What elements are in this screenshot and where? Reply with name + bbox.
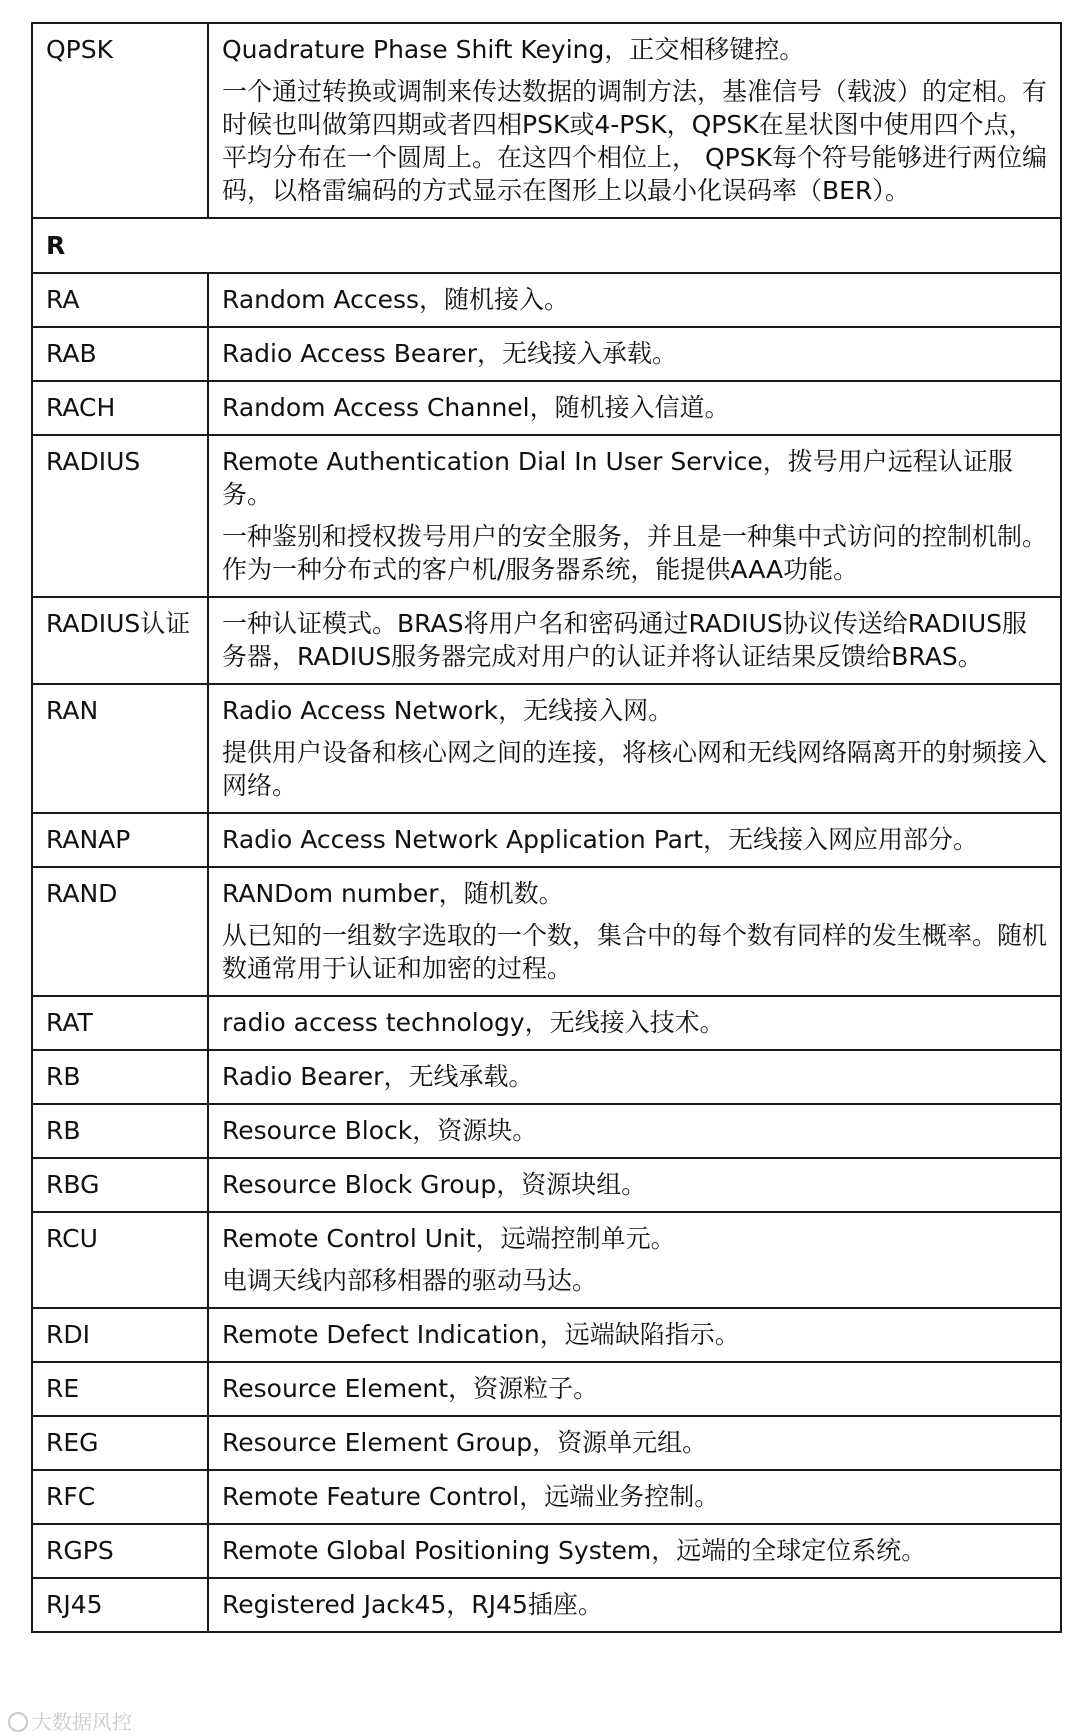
section-row [32,218,1061,273]
definition-cell [208,435,1061,597]
definition-cell [208,1524,1061,1578]
term-cell: RBG [32,1158,208,1212]
term-cell: RB [32,1104,208,1158]
glossary-table [31,22,1062,1633]
term-cell: RANAP [32,813,208,867]
definition-cell [208,1158,1061,1212]
definition-text: Remote Defect Indication，远端缺陷指示。 [222,1320,740,1349]
term-cell: REG [32,1416,208,1470]
definition-cell [208,684,1061,813]
definition-text: Radio Access Network，无线接入网。 [222,696,674,725]
term-cell: RDI [32,1308,208,1362]
watermark-text: 大数据风控 [32,1710,132,1734]
definition-text: 电调天线内部移相器的驱动马达。 [222,1266,598,1295]
definition-text: 提供用户设备和核心网之间的连接，将核心网和无线网络隔离开的射频接入网络。 [222,738,1048,800]
term-cell: RAB [32,327,208,381]
definition-cell [208,597,1061,684]
definition-cell [208,1362,1061,1416]
definition-text: Remote Authentication Dial In User Service，拨号用户远程认证服务。 [222,447,1013,509]
definition-text: Quadrature Phase Shift Keying，正交相移键控。 [222,35,805,64]
table-row [32,23,1061,218]
definition-cell [208,273,1061,327]
table-row [32,327,1061,381]
definition-text: Random Access，随机接入。 [222,285,570,314]
term-cell: RCU [32,1212,208,1308]
term-cell: RADIUS [32,435,208,597]
definition-text: Remote Control Unit，远端控制单元。 [222,1224,676,1253]
definition-text: 一种鉴别和授权拨号用户的安全服务，并且是一种集中式访问的控制机制。作为一种分布式的客户机/服务器系统，能提供AAA功能。 [222,522,1048,584]
table-row [32,273,1061,327]
table-row [32,597,1061,684]
definition-text: Registered Jack45，RJ45插座。 [222,1590,603,1619]
definition-text: Resource Element Group，资源单元组。 [222,1428,708,1457]
table-row [32,1308,1061,1362]
definition-text: Resource Element，资源粒子。 [222,1374,599,1403]
definition-text: Radio Access Network Application Part，无线接入网应用部分。 [222,825,979,854]
definition-cell [208,381,1061,435]
definition-cell [208,1578,1061,1632]
definition-text: 从已知的一组数字选取的一个数，集合中的每个数有同样的发生概率。随机数通常用于认证和加密的过程。 [222,921,1048,983]
term-cell: RFC [32,1470,208,1524]
table-row [32,1104,1061,1158]
definition-cell [208,996,1061,1050]
definition-cell [208,1470,1061,1524]
term-cell: RAN [32,684,208,813]
watermark-logo-icon [8,1712,28,1732]
table-row [32,867,1061,996]
definition-cell [208,1416,1061,1470]
table-row [32,1416,1061,1470]
definition-text: RANDom number，随机数。 [222,879,564,908]
section-heading: R [32,218,1061,273]
definition-cell [208,867,1061,996]
definition-cell [208,1104,1061,1158]
table-row [32,435,1061,597]
watermark [8,1710,132,1734]
definition-text: radio access technology，无线接入技术。 [222,1008,725,1037]
term-cell: RACH [32,381,208,435]
definition-cell [208,1212,1061,1308]
term-cell: RA [32,273,208,327]
table-row [32,1524,1061,1578]
definition-text: 一个通过转换或调制来传达数据的调制方法，基准信号（载波）的定相。有时候也叫做第四期或者四相PSK或4-PSK，QPSK在星状图中使用四个点，平均分布在一个圆周上。在这四个相位上， QPSK每个符号能够进行两位编码，以格雷编码的方式显示在图形上以最小化误码率（BER）。 [222,77,1048,205]
table-row [32,813,1061,867]
term-cell: RB [32,1050,208,1104]
table-row [32,1158,1061,1212]
definition-text: Resource Block Group，资源块组。 [222,1170,647,1199]
term-cell: RJ45 [32,1578,208,1632]
table-row [32,1212,1061,1308]
term-cell: RE [32,1362,208,1416]
definition-text: Resource Block，资源块。 [222,1116,538,1145]
definition-text: Radio Access Bearer，无线接入承载。 [222,339,677,368]
table-row [32,1470,1061,1524]
definition-text: Random Access Channel，随机接入信道。 [222,393,730,422]
definition-cell [208,1308,1061,1362]
definition-cell [208,1050,1061,1104]
table-row [32,1578,1061,1632]
definition-cell [208,813,1061,867]
term-cell: RGPS [32,1524,208,1578]
definition-cell [208,327,1061,381]
definition-text: Radio Bearer，无线承载。 [222,1062,534,1091]
term-cell: RAT [32,996,208,1050]
term-cell: RADIUS认证 [32,597,208,684]
table-row [32,381,1061,435]
glossary-body [32,23,1061,1632]
term-cell: QPSK [32,23,208,218]
definition-text: Remote Feature Control，远端业务控制。 [222,1482,720,1511]
definition-text: 一种认证模式。BRAS将用户名和密码通过RADIUS协议传送给RADIUS服务器，RADIUS服务器完成对用户的认证并将认证结果反馈给BRAS。 [222,609,1027,671]
table-row [32,1362,1061,1416]
definition-text: Remote Global Positioning System，远端的全球定位系统。 [222,1536,927,1565]
table-row [32,684,1061,813]
table-row [32,996,1061,1050]
table-row [32,1050,1061,1104]
term-cell: RAND [32,867,208,996]
definition-cell [208,23,1061,218]
